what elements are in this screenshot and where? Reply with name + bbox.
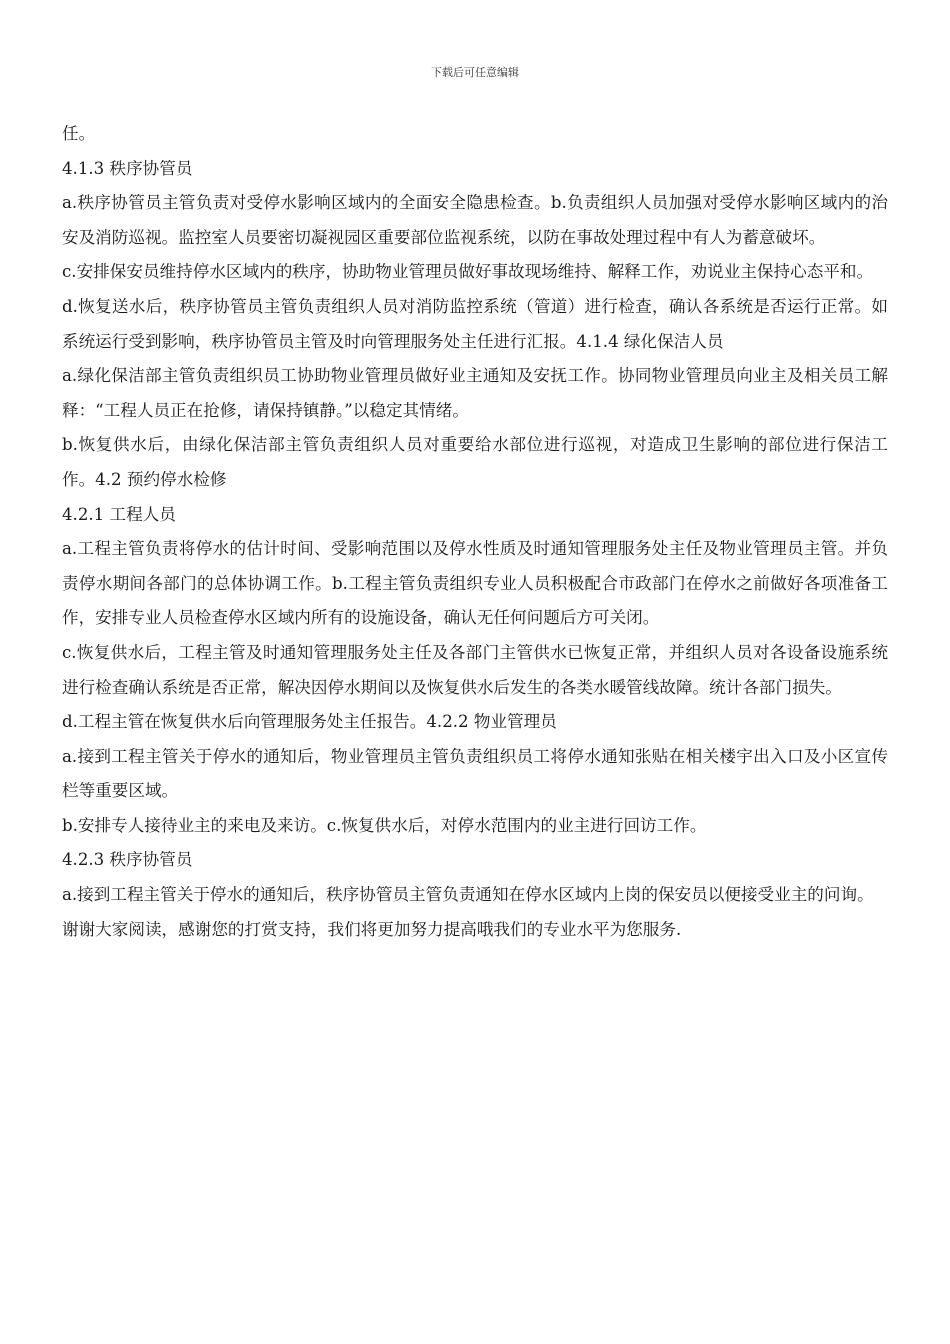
paragraph: a.绿化保洁部主管负责组织员工协助物业管理员做好业主通知及安抚工作。协同物业管理员向业主及相关员工解释：“工程人员正在抢修，请保持镇静。”以稳定其情绪。 bbox=[62, 366, 888, 420]
page-header: 下载后可任意编辑 bbox=[431, 66, 519, 79]
paragraph: a.接到工程主管关于停水的通知后，秩序协管员主管负责通知在停水区域内上岗的保安员以便接受业主的问询。 bbox=[62, 885, 874, 905]
paragraph: d.工程主管在恢复供水后向管理服务处主任报告。4.2.2 物业管理员 bbox=[62, 712, 557, 732]
paragraph: a.秩序协管员主管负责对受停水影响区域内的全面安全隐患检查。b.负责组织人员加强对受停水影响区域内的治安及消防巡视。监控室人员要密切凝视园区重要部位监视系统，以防在事故处理过程中有人为蓄意破坏。 bbox=[62, 193, 888, 247]
document-body bbox=[62, 117, 888, 947]
paragraph: a.工程主管负责将停水的估计时间、受影响范围以及停水性质及时通知管理服务处主任及物业管理员主管。并负责停水期间各部门的总体协调工作。b.工程主管负责组织专业人员积极配合市政部门在停水之前做好各项准备工作，安排专业人员检查停水区域内所有的设施设备，确认无任何问题后方可关闭。 bbox=[62, 539, 888, 628]
closing-note: 谢谢大家阅读，感谢您的打赏支持，我们将更加努力提高哦我们的专业水平为您服务. bbox=[62, 919, 682, 939]
paragraph: b.恢复供水后，由绿化保洁部主管负责组织人员对重要给水部位进行巡视，对造成卫生影响的部位进行保洁工作。4.2 预约停水检修 bbox=[62, 435, 888, 489]
section-heading: 4.2.3 秩序协管员 bbox=[62, 850, 193, 870]
paragraph: d.恢复送水后，秩序协管员主管负责组织人员对消防监控系统（管道）进行检查，确认各系统是否运行正常。如系统运行受到影响，秩序协管员主管及时向管理服务处主任进行汇报。4.1.4 绿化保洁人员 bbox=[62, 296, 888, 351]
paragraph: b.安排专人接待业主的来电及来访。c.恢复供水后，对停水范围内的业主进行回访工作。 bbox=[62, 815, 707, 835]
paragraph: 任。 bbox=[62, 124, 96, 143]
paragraph: a.接到工程主管关于停水的通知后，物业管理员主管负责组织员工将停水通知张贴在相关楼宇出入口及小区宣传栏等重要区域。 bbox=[62, 746, 888, 801]
section-heading: 4.1.3 秩序协管员 bbox=[62, 158, 193, 178]
paragraph: c.安排保安员维持停水区域内的秩序，协助物业管理员做好事故现场维持、解释工作，劝说业主保持心态平和。 bbox=[62, 262, 874, 282]
paragraph: c.恢复供水后，工程主管及时通知管理服务处主任及各部门主管供水已恢复正常，并组织人员对各设备设施系统进行检查确认系统是否正常，解决因停水期间以及恢复供水后发生的各类水暖管线故障。统计各部门损失。 bbox=[62, 642, 888, 697]
section-heading: 4.2.1 工程人员 bbox=[62, 504, 176, 524]
